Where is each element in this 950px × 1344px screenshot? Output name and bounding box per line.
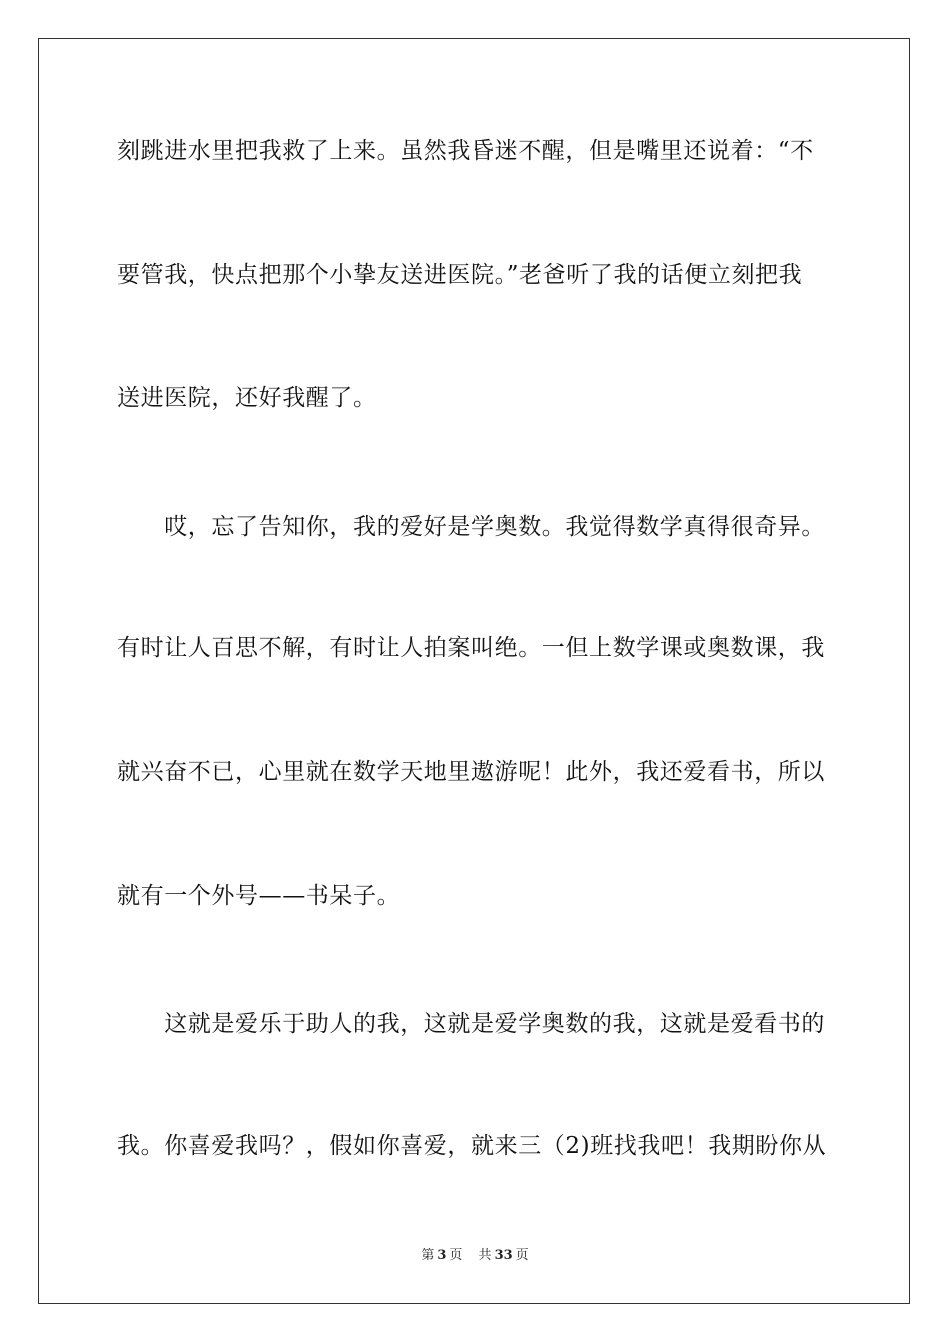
text-line: 送进医院，还好我醒了。 [117, 385, 377, 411]
text-line: 就有一个外号——书呆子。 [117, 883, 401, 909]
page-border [38, 38, 910, 1304]
total-pages-indicator: 共 33 页 [478, 1248, 529, 1263]
text-line: 就兴奋不已，心里就在数学天地里遨游呢！此外，我还爱看书，所以 [117, 759, 825, 785]
page-indicator: 第 3 页 [421, 1248, 463, 1263]
text-line: 要管我，快点把那个小挚友送进医院。”老爸听了我的话便立刻把我 [117, 262, 803, 288]
text-line: 有时让人百思不解，有时让人拍案叫绝。一但上数学课或奥数课，我 [117, 635, 825, 661]
text-line: 刻跳进水里把我救了上来。虽然我昏迷不醒，但是嘴里还说着：“不 [117, 138, 814, 164]
text-line: 我。你喜爱我吗？，假如你喜爱，就来三（2)班找我吧！我期盼你从 [117, 1133, 827, 1159]
paragraph-start-line: 这就是爱乐于助人的我，这就是爱学奥数的我，这就是爱看书的 [117, 1011, 825, 1037]
paragraph-start-line: 哎，忘了告知你，我的爱好是学奥数。我觉得数学真得很奇异。 [117, 514, 825, 540]
page-footer [0, 1247, 950, 1265]
